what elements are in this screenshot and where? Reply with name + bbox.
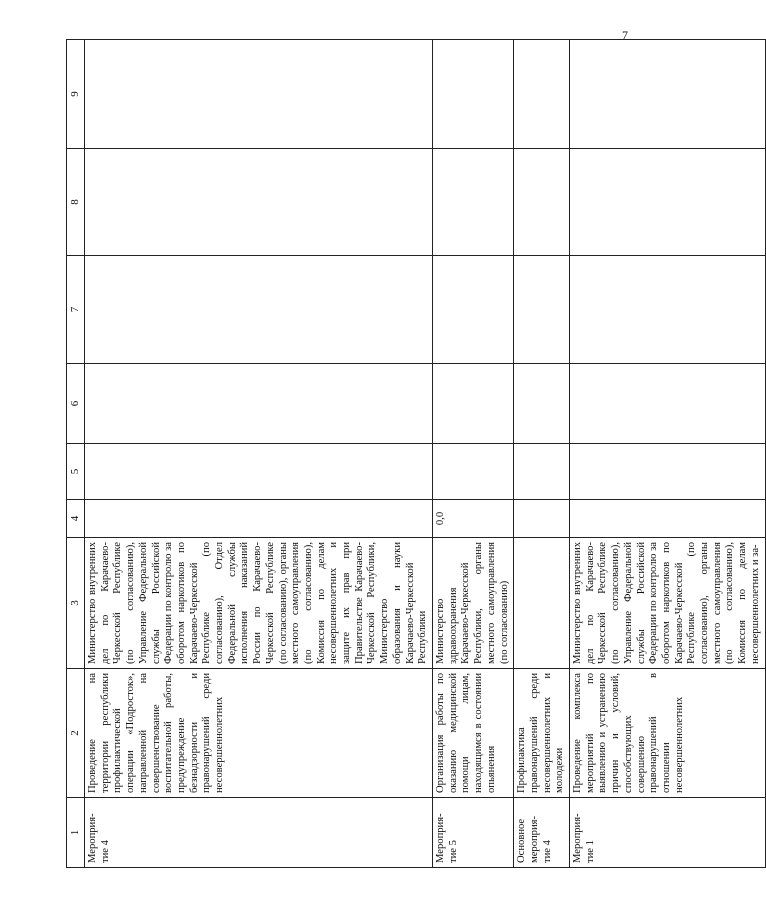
cell-col4 [85,500,433,538]
header-cell: 1 [67,798,85,868]
cell-col4: 0,0 [432,500,513,538]
cell-activity-name: Организация работы по оказанию медицинской помощи лицам, находящимся в состоянии опьянения [432,669,513,798]
table-row [85,40,433,868]
page-number: 7 [622,28,628,42]
table-row [514,40,570,868]
cell-col8 [514,149,570,256]
header-cell: 7 [67,256,85,364]
cell-col6 [514,364,570,444]
cell-activity-name: Проведение на территории республики профилактической операции «Подросток», направленной на совершенствование воспитательной работы, предупреждение безнадзорности и правонарушений среди несовершеннолетних [85,669,433,798]
cell-col5 [514,444,570,500]
cell-executors: Министерство внутренних дел по Карачаево-Черкесской Республике (по согласованию), Управление Федеральной службы Российской Федерации по контролю за оборотом наркотиков по Карачаево-Черкесской Республике (по согласованию), органы местного самоуправления (по согласованию), Комиссия по делам несовершеннолетних и за- [570,538,766,669]
cell-col9 [514,40,570,149]
header-row [67,40,85,868]
cell-col6 [570,364,766,444]
cell-col9 [432,40,513,149]
cell-col9 [570,40,766,149]
cell-col4 [570,500,766,538]
cell-col8 [85,149,433,256]
cell-activity-id: Мероприя-тие 1 [570,798,766,868]
cell-activity-id: Мероприя-тие 4 [85,798,433,868]
header-cell: 4 [67,500,85,538]
cell-col7 [85,256,433,364]
cell-col6 [432,364,513,444]
cell-activity-id: Мероприя-тие 5 [432,798,513,868]
header-cell: 9 [67,40,85,149]
cell-executors: Министерство внутренних дел по Карачаево-Черкесской Республике (по согласованию), Управление Федеральной службы Российской Федерации по контролю за оборотом наркотиков по Карачаево-Черкесской Республике (по согласованию), Отдел Федеральной службы исполнения наказаний России по Карачаево-Черкесской Республике (по согласованию), органы местного самоуправления (по согласованию), Комиссия по делам несовершеннолетних и защите их прав при Правительстве Карачаево-Черкесской Республики, Министерство образования и науки Карачаево-Черкесской Республики [85,538,433,669]
cell-col5 [432,444,513,500]
cell-col9 [85,40,433,149]
cell-col7 [432,256,513,364]
table-row [570,40,766,868]
header-cell: 2 [67,669,85,798]
cell-col8 [570,149,766,256]
header-cell: 3 [67,538,85,669]
cell-col7 [570,256,766,364]
cell-activity-name: Проведение комплекса мероприятий по выявлению и устранению причин и условий, способствующих совершению правонарушений в отношении несовершеннолетних [570,669,766,798]
rotated-table-container [66,40,761,868]
header-cell: 6 [67,364,85,444]
cell-col5 [85,444,433,500]
cell-activity-name: Профилактика правонарушений среди несовершеннолетних и молодежи [514,669,570,798]
cell-col6 [85,364,433,444]
cell-col4 [514,500,570,538]
cell-executors: Министерство здравоохранения Карачаево-Черкесской Республики, органы местного самоуправления (по согласованию) [432,538,513,669]
cell-executors [514,538,570,669]
header-cell: 8 [67,149,85,256]
program-activities-table [66,39,766,868]
cell-col8 [432,149,513,256]
table-row [432,40,513,868]
header-cell: 5 [67,444,85,500]
cell-col5 [570,444,766,500]
cell-col7 [514,256,570,364]
cell-activity-id: Основное мероприя-тие 4 [514,798,570,868]
